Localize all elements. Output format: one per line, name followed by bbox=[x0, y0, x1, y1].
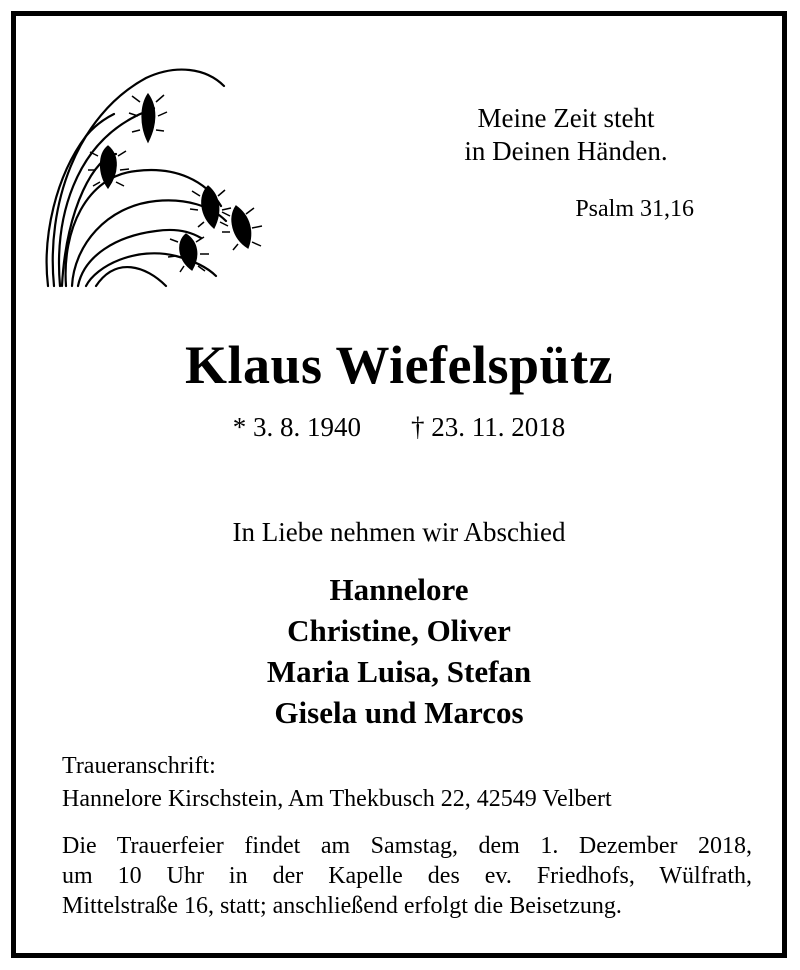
mourner-name: Maria Luisa, Stefan bbox=[266, 654, 532, 689]
ceremony-line-2: um 10 Uhr in der Kapelle des ev. Friedhofs, Wülfrath, bbox=[62, 863, 752, 889]
address-label: Traueranschrift: bbox=[62, 753, 216, 779]
bible-quote bbox=[396, 102, 736, 168]
obituary-frame bbox=[11, 11, 787, 958]
mourner-name: Christine, Oliver bbox=[287, 613, 511, 648]
mourners-list bbox=[16, 569, 782, 733]
address-value: Hannelore Kirschstein, Am Thekbusch 22, 42549 Velbert bbox=[62, 786, 612, 812]
grass-ears-icon bbox=[36, 56, 276, 291]
death-date: † 23. 11. 2018 bbox=[411, 412, 566, 442]
deceased-name: Klaus Wiefelspütz bbox=[184, 335, 614, 395]
ceremony-info bbox=[62, 831, 752, 921]
ceremony-line-3: Mittelstraße 16, statt; anschließend erfolgt die Beisetzung. bbox=[62, 893, 622, 919]
quote-line-1: Meine Zeit steht bbox=[477, 103, 655, 133]
mourner-name: Gisela und Marcos bbox=[274, 695, 524, 730]
birth-date: * 3. 8. 1940 bbox=[232, 412, 361, 442]
quote-source: Psalm 31,16 bbox=[575, 196, 694, 222]
ceremony-line-1: Die Trauerfeier findet am Samstag, dem 1. Dezember 2018, bbox=[62, 833, 752, 859]
farewell-text: In Liebe nehmen wir Abschied bbox=[232, 517, 566, 547]
life-dates bbox=[16, 412, 782, 443]
mourner-name: Hannelore bbox=[329, 572, 469, 607]
quote-line-2: in Deinen Händen. bbox=[464, 136, 668, 166]
